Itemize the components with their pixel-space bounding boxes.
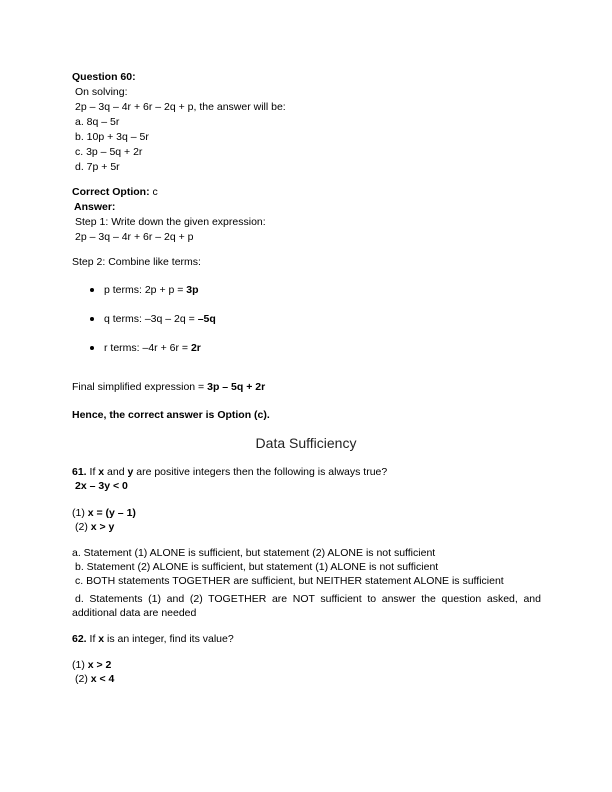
question-60-expression: 2p – 3q – 4r + 6r – 2q + p, the answer will be:: [75, 101, 286, 113]
bullet-icon: [90, 288, 94, 292]
option-a: a. Statement (1) ALONE is sufficient, but statement (2) ALONE is not sufficient: [72, 547, 436, 559]
option-c: c. 3p – 5q + 2r: [75, 146, 143, 158]
option-c: c. BOTH statements TOGETHER are sufficient, but NEITHER statement ALONE is sufficient: [75, 575, 504, 587]
conclusion: Hence, the correct answer is Option (c).: [72, 409, 270, 421]
bullet-icon: [90, 346, 94, 350]
correct-option-label: Correct Option:: [72, 186, 150, 198]
question-61: 61. If x and y are positive integers then the following is always true?: [72, 466, 388, 478]
answer-label: Answer:: [74, 201, 116, 213]
question-60-intro: On solving:: [75, 86, 128, 98]
bullet-icon: [90, 317, 94, 321]
option-a: a. 8q – 5r: [75, 116, 120, 128]
r-terms: r terms: –4r + 6r = 2r: [104, 342, 201, 354]
step-1-expression: 2p – 3q – 4r + 6r – 2q + p: [75, 231, 194, 243]
p-terms: p terms: 2p + p = 3p: [104, 284, 199, 296]
correct-option: [72, 186, 158, 199]
question-62: 62. If x is an integer, find its value?: [72, 633, 234, 645]
option-b: b. Statement (2) ALONE is sufficient, but statement (1) ALONE is not sufficient: [75, 561, 439, 573]
section-title: Data Sufficiency: [255, 435, 357, 451]
option-b: b. 10p + 3q – 5r: [75, 131, 149, 143]
statement-2: (2) x < 4: [75, 673, 115, 685]
step-2: Step 2: Combine like terms:: [72, 256, 201, 268]
statement-1: (1) x = (y – 1): [72, 507, 136, 519]
statement-1: (1) x > 2: [72, 659, 112, 671]
correct-option-value: c: [152, 186, 158, 198]
step-1: Step 1: Write down the given expression:: [75, 216, 266, 228]
question-61-expression: 2x – 3y < 0: [75, 480, 128, 492]
option-d: d. 7p + 5r: [75, 161, 120, 173]
option-d: d. Statements (1) and (2) TOGETHER are NOT sufficient to answer the question asked, and additional data are needed: [72, 593, 541, 619]
question-60-title: Question 60:: [72, 71, 136, 83]
statement-2: (2) x > y: [75, 521, 115, 533]
q-terms: q terms: –3q – 2q = –5q: [104, 313, 216, 325]
final-expression: Final simplified expression = 3p – 5q + 2r: [72, 381, 266, 393]
